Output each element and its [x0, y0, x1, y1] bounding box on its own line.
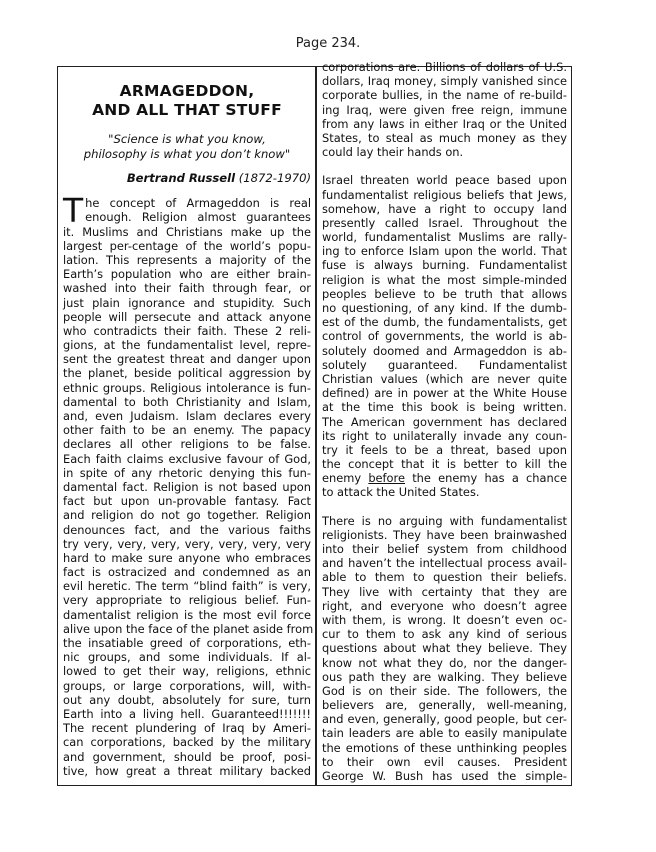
text-line: enough. Religion almost guarantees	[85, 210, 311, 225]
text-line: est of the dumb, the fundamentalists, get	[322, 315, 567, 330]
text-line: to attack the United States.	[322, 485, 480, 500]
text-line: The American government has declared	[322, 414, 567, 429]
text-line: to their own evil causes. President	[322, 754, 567, 769]
text-line: able to them to question their beliefs.	[322, 570, 567, 585]
text-line: tain leaders are able to easily manipulate	[322, 726, 567, 741]
text-line: try it feels to be a threat, based upon	[322, 442, 567, 457]
text-line: dollars, Iraq money, simply vanished since	[322, 74, 567, 89]
title-line-1: ARMAGEDDON,	[119, 82, 255, 100]
attribution-years: (1872-1970)	[238, 171, 311, 185]
text-line: other faith to be an enemy. The papacy	[63, 423, 311, 438]
text-line: Earth’s population who are either brain-	[63, 267, 311, 282]
text-line: ing to enforce Islam upon the world. That	[322, 244, 567, 259]
text-line: corporate bullies, in the name of re-build-	[322, 88, 567, 103]
text-fragment: the enemy has a chance	[404, 471, 567, 486]
text-line: declares all other religions to be false.	[63, 437, 311, 452]
text-line: Each faith claims exclusive favour of God,	[63, 451, 311, 466]
text-fragment: enemy	[322, 471, 369, 486]
text-line: solutely guaranteed. Fundamentalist	[322, 357, 567, 372]
text-line: tive, how great a threat military backed	[63, 763, 311, 778]
right-column	[322, 60, 567, 797]
epigraph-quote	[63, 132, 311, 161]
text-line: believers are, generally, well-meaning,	[322, 698, 567, 713]
column-divider	[315, 66, 317, 786]
text-line: into their belief system from childhood	[322, 542, 567, 556]
text-line: control of governments, the world is ab-	[322, 329, 567, 344]
text-line: it. Muslims and Christians make up the	[63, 224, 311, 239]
text-line: damentalist religion is the most evil force	[63, 607, 311, 622]
title-line-2: AND ALL THAT STUFF	[92, 101, 282, 119]
text-line: peoples believe to be truth that allows	[322, 286, 567, 301]
text-line: ous path they are walking. They believe	[322, 669, 567, 684]
text-line: defined) are in power at the White House	[322, 386, 567, 401]
text-line: world, fundamentalist Muslims are rally-	[322, 230, 567, 245]
text-line: fundamentalist religious beliefs that Jews,	[322, 187, 567, 202]
underlined-word: before	[368, 471, 405, 486]
text-line: the insatiable greed of corporations, eth-	[63, 636, 311, 651]
text-line: There is no arguing with fundamentalist	[322, 513, 567, 528]
text-line: no questioning, of any kind. If the dumb-	[322, 301, 567, 315]
text-line: could lay their hands on.	[322, 145, 464, 160]
text-line: Christian values (which are never quite	[322, 371, 567, 386]
quote-attribution	[63, 171, 311, 185]
text-line: evil heretic. The term “blind faith” is very,	[63, 579, 311, 594]
text-line: groups, or large corporations, will, with-	[63, 678, 311, 693]
text-line: with them, is wrong. It doesn’t even oc-	[322, 612, 567, 627]
text-line: somehow, have a right to occupy land	[322, 201, 567, 216]
quote-line-1: "Science is what you know,	[108, 132, 266, 146]
text-line: ing Iraq, were given free reign, immune	[322, 102, 567, 117]
text-line: gions, at the fundamentalist level, repre-	[63, 338, 311, 353]
text-line: and, even Judaism. Islam declares every	[63, 409, 311, 424]
article-title	[63, 82, 311, 120]
text-line: damental to both Christianity and Islam,	[63, 394, 311, 409]
text-line: know not what they do, nor the danger-	[322, 655, 567, 670]
text-line: States, to steal as much money as they	[322, 130, 567, 145]
quote-line-2: philosophy is what you don’t know"	[83, 146, 291, 161]
text-line: very appropriate to religious belief. Fun-	[63, 593, 311, 608]
text-line: and government, should be proof, posi-	[63, 749, 311, 764]
text-line: the emotions of these unthinking peoples	[322, 740, 567, 755]
text-line: The recent plundering of Iraq by Ameri-	[63, 721, 311, 736]
text-line: people will persecute and attack anyone	[63, 309, 311, 324]
text-line: the concept that it is better to kill the	[322, 457, 567, 472]
text-line: religion is what the most simple-minded	[322, 272, 567, 287]
text-line: George W. Bush has used the simple-	[322, 769, 567, 783]
text-line: the planet, beside political aggression by	[63, 366, 311, 381]
text-line: sent the greatest threat and danger upon	[63, 352, 311, 367]
left-column	[63, 74, 314, 778]
text-line: who contradicts their faith. These 2 reli-	[63, 323, 311, 338]
paragraph-2	[322, 173, 567, 499]
paragraph-3	[322, 514, 567, 784]
text-line: cur to them to ask any kind of serious	[322, 627, 567, 642]
text-line: God is on their side. The followers, the	[322, 683, 567, 698]
text-line: its right to unilaterally invade any coun-	[322, 428, 567, 443]
text-line: and haven’t the intellectual process avail-	[322, 556, 567, 571]
text-line: right, and everyone who doesn’t agree	[322, 598, 567, 613]
drop-cap: T	[63, 191, 84, 231]
text-line: ethnic groups. Religious intolerance is fun-	[63, 380, 311, 395]
text-line: alive upon the face of the planet aside from	[63, 621, 314, 636]
text-line: fact but upon un-provable fantasy. Fact	[63, 494, 311, 509]
text-line: he concept of Armageddon is real	[85, 196, 311, 211]
text-line: and religion do not go together. Religion	[63, 508, 311, 523]
text-line: fact is ostracized and condemned as an	[63, 565, 311, 580]
text-line: lation. This represents a majority of the	[63, 252, 311, 267]
text-line: fuse is always burning. Fundamentalist	[322, 258, 567, 273]
text-line: in spite of any rhetoric denying this fun-	[63, 465, 311, 480]
body-text-left	[63, 191, 314, 778]
text-line: just plain ignorance and stupidity. Such	[63, 295, 311, 310]
text-line: lowed to get their way, religions, ethnic	[63, 664, 311, 679]
text-line: Israel threaten world peace based upon	[322, 173, 567, 188]
text-line: can corporations, backed by the military	[63, 735, 311, 750]
text-line: corporations are. Billions of dollars of U.S.	[322, 60, 567, 74]
text-line: and even, generally, good people, but cer-	[322, 712, 567, 727]
text-line: solutely doomed and Armageddon is ab-	[322, 343, 567, 358]
text-line: largest per-centage of the world’s popu-	[63, 238, 311, 253]
text-line: Earth into a living hell. Guaranteed!!!!!!!	[63, 706, 311, 721]
text-line: religionists. They have been brainwashed	[322, 527, 567, 542]
text-line: nic groups, and some individuals. If al-	[63, 650, 311, 665]
attribution-name: Bertrand Russell	[126, 171, 236, 185]
paragraph-1	[322, 60, 567, 159]
text-line: damental fact. Religion is not based upon	[63, 479, 311, 494]
text-line: presently called Israel. Throughout the	[322, 215, 567, 230]
text-line-underlined	[322, 471, 567, 485]
text-line: washed into their faith through fear, or	[63, 281, 311, 296]
text-line: from any laws in either Iraq or the United	[322, 116, 567, 131]
text-line: out any doubt, absolutely for sure, turn	[63, 692, 311, 707]
page-number: Page 234.	[295, 36, 361, 51]
text-line: at the time this book is being written.	[322, 400, 567, 415]
text-line: They live with certainty that they are	[322, 584, 567, 599]
text-line: denounces fact, and the various faiths	[63, 522, 311, 537]
text-line: hard to make sure anyone who embraces	[63, 550, 311, 565]
text-line: questions about what they believe. They	[322, 641, 567, 656]
text-line: try very, very, very, very, very, very, very	[63, 536, 311, 551]
